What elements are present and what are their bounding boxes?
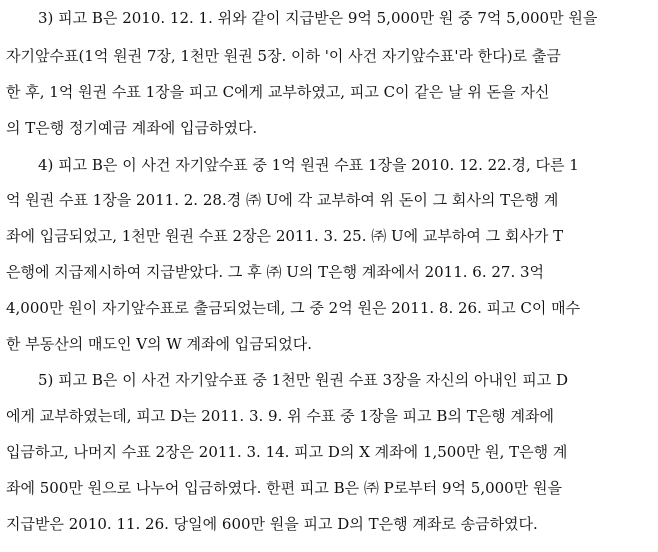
text-line: 자기앞수표(1억 원권 7장, 1천만 원권 5장. 이하 '이 사건 자기앞수표'라 한다)로 출금 xyxy=(6,47,561,65)
text-line: 4) 피고 B은 이 사건 자기앞수표 중 1억 원권 수표 1장을 2010. 12. 22.경, 다른 1 xyxy=(38,156,579,174)
text-line: 에게 교부하였는데, 피고 D는 2011. 3. 9. 위 수표 중 1장을 피고 B의 T은행 계좌에 xyxy=(6,407,554,425)
text-line: 억 원권 수표 1장을 2011. 2. 28.경 ㈜ U에 각 교부하여 위 돈이 그 회사의 T은행 계 xyxy=(6,191,559,209)
text-line: 입금하고, 나머지 수표 2장은 2011. 3. 14. 피고 D의 X 계좌에 1,500만 원, T은행 계 xyxy=(6,443,568,461)
text-line: 한 후, 1억 원권 수표 1장을 피고 C에게 교부하였고, 피고 C이 같은 날 위 돈을 자신 xyxy=(6,83,550,101)
text-line: 좌에 입금되었고, 1천만 원권 수표 2장은 2011. 3. 25. ㈜ U에 교부하여 그 회사가 T xyxy=(6,227,564,245)
text-line: 한 부동산의 매도인 V의 W 계좌에 입금되었다. xyxy=(6,335,312,353)
text-line: 은행에 지급제시하여 지급받았다. 그 후 ㈜ U의 T은행 계좌에서 2011. 6. 27. 3억 xyxy=(6,263,545,281)
text-line: 5) 피고 B은 이 사건 자기앞수표 중 1천만 원권 수표 3장을 자신의 아내인 피고 D xyxy=(38,371,569,389)
text-line: 지급받은 2010. 11. 26. 당일에 600만 원을 피고 D의 T은행 계좌로 송금하였다. xyxy=(6,515,538,533)
text-line: 좌에 500만 원으로 나누어 입금하였다. 한편 피고 B은 ㈜ P로부터 9억 5,000만 원을 xyxy=(6,479,562,497)
text-line: 의 T은행 정기예금 계좌에 입금하였다. xyxy=(6,119,258,137)
text-line: 4,000만 원이 자기앞수표로 출금되었는데, 그 중 2억 원은 2011. 8. 26. 피고 C이 매수 xyxy=(6,299,581,317)
text-line: 3) 피고 B은 2010. 12. 1. 위와 같이 지급받은 9억 5,000만 원 중 7억 5,000만 원을 xyxy=(38,9,598,27)
